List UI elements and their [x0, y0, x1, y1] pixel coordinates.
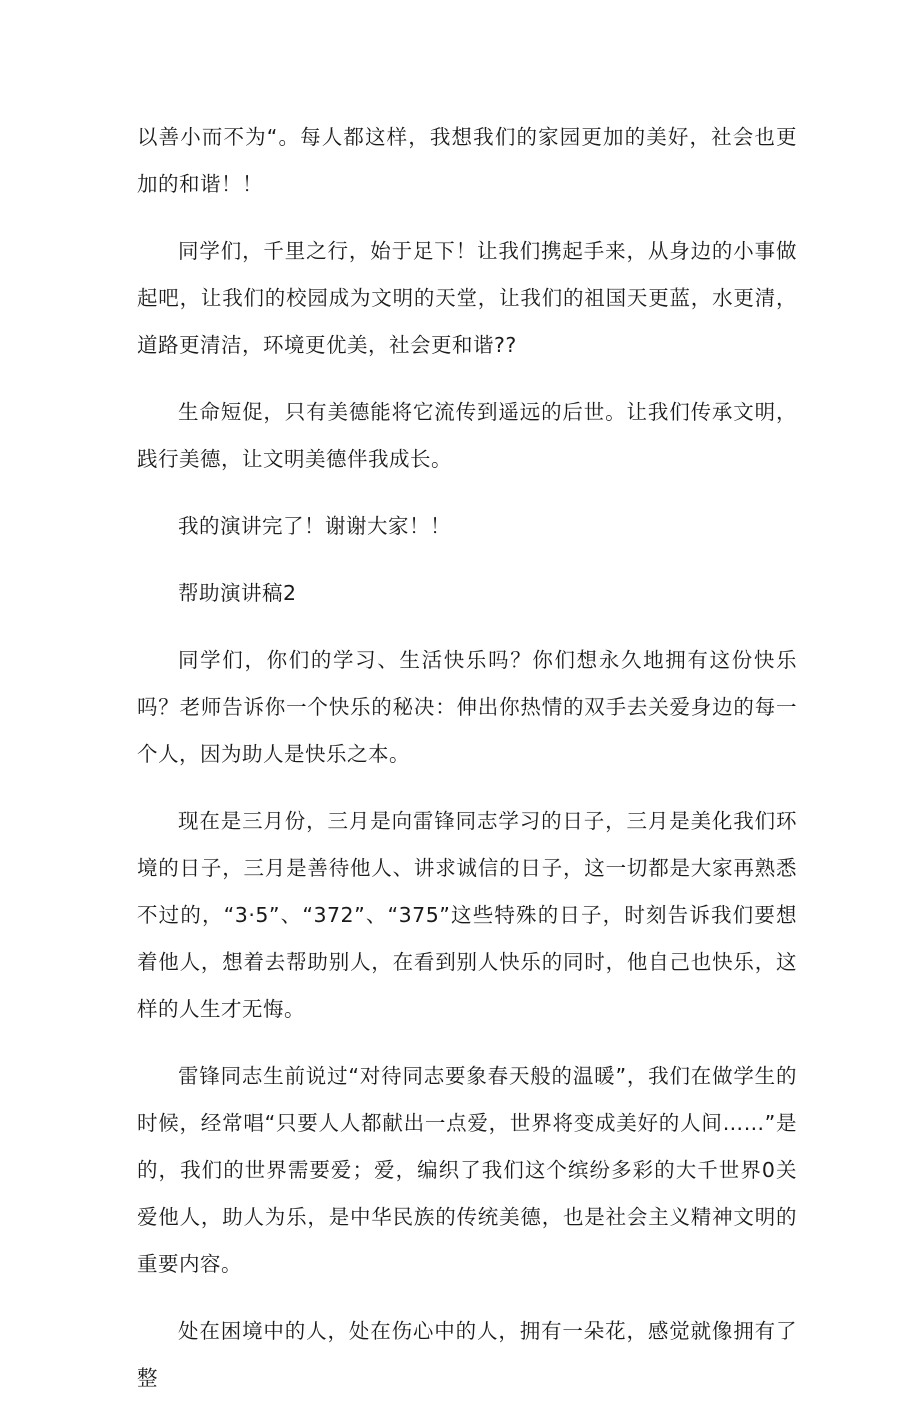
section-title: 帮助演讲稿2: [178, 581, 297, 605]
paragraph: 生命短促，只有美德能将它流传到遥远的后世。让我们传承文明，践行美德，让文明美德伴我成长。: [137, 400, 797, 471]
paragraph-continuation: 以善小而不为“。每人都这样，我想我们的家园更加的美好，社会也更加的和谐！！: [137, 125, 797, 196]
paragraph: 处在困境中的人，处在伤心中的人，拥有一朵花，感觉就像拥有了整: [137, 1319, 797, 1390]
paragraph: 雷锋同志生前说过“对待同志要象春天般的温暖”，我们在做学生的时候，经常唱“只要人人都献出一点爱，世界将变成美好的人间……”是的，我们的世界需要爱；爱，编织了我们这个缤纷多彩的大千世界0关爱他人，助人为乐，是中华民族的传统美德，也是社会主义精神文明的重要内容。: [137, 1064, 797, 1276]
paragraph: 现在是三月份，三月是向雷锋同志学习的日子，三月是美化我们环境的日子，三月是善待他人、讲求诚信的日子，这一切都是大家再熟悉不过的，“3·5”、“372”、“375”这些特殊的日子，时刻告诉我们要想着他人，想着去帮助别人，在看到别人快乐的同时，他自己也快乐，这样的人生才无悔。: [137, 809, 797, 1021]
paragraph: 同学们，千里之行，始于足下！让我们携起手来，从身边的小事做起吧，让我们的校园成为文明的天堂，让我们的祖国天更蓝，水更清，道路更清洁，环境更优美，社会更和谐??: [137, 239, 797, 357]
document-body: [137, 114, 797, 1422]
paragraph: 同学们，你们的学习、生活快乐吗？你们想永久地拥有这份快乐吗？老师告诉你一个快乐的秘决：伸出你热情的双手去关爱身边的每一个人，因为助人是快乐之本。: [137, 648, 797, 766]
paragraph: 我的演讲完了！谢谢大家！！: [178, 514, 451, 538]
